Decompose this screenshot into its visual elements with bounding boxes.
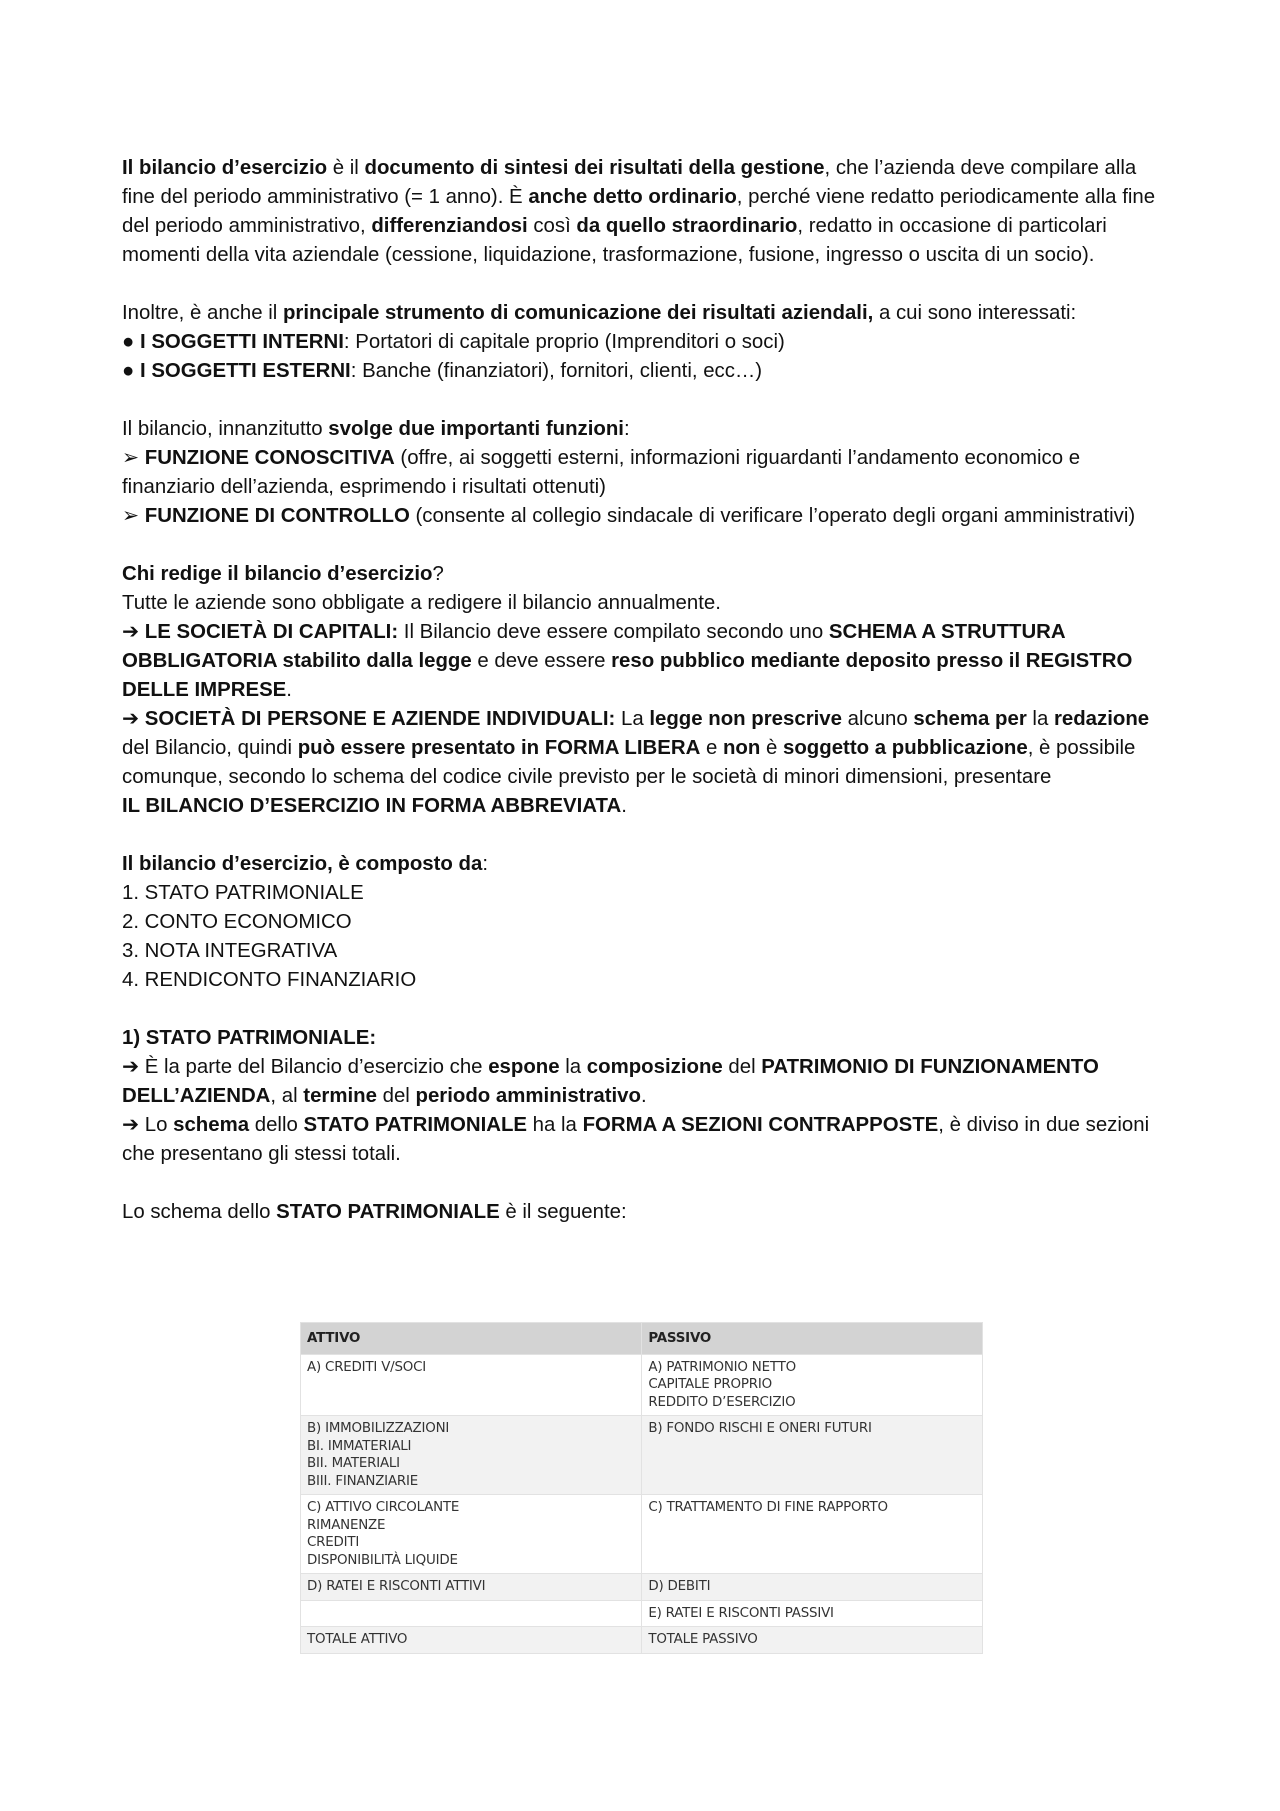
document-body: [122, 154, 1174, 1256]
header-passivo: PASSIVO: [642, 1323, 983, 1355]
partnerships-bold-5: non: [722, 737, 761, 759]
partnerships-label: SOCIETÀ DI PERSONE E AZIENDE INDIVIDUALI:: [144, 708, 616, 730]
stato-text: Lo: [139, 1114, 174, 1136]
who-question-mark: ?: [432, 563, 444, 585]
intro-text-6: , perché viene redatto periodicamente alla fine del periodo amministrativo,: [122, 186, 1156, 237]
table-row: [301, 1600, 983, 1627]
stato-bold: FORMA A SEZIONI CONTRAPPOSTE: [582, 1114, 939, 1136]
table-cell-attivo: [301, 1600, 642, 1627]
partnerships-bold-7: IL BILANCIO D’ESERCIZIO IN FORMA ABBREVIATA: [122, 795, 622, 817]
table-cell-attivo: [301, 1354, 642, 1416]
table-row: [301, 1416, 983, 1495]
table-cell-attivo: [301, 1495, 642, 1574]
partnerships-text-5: e: [700, 737, 723, 759]
stato-bold: composizione: [586, 1056, 723, 1078]
stato-patrimoniale-table: [300, 1322, 983, 1654]
cell-line: D) RATEI E RISCONTI ATTIVI: [307, 1579, 486, 1594]
partnerships-text-3: la: [1026, 708, 1054, 730]
table-cell-passivo: [642, 1600, 983, 1627]
arrowhead-icon: ➢: [122, 505, 140, 527]
intro-bold-9: da quello straordinario: [576, 215, 798, 237]
partnerships-text-6: è: [760, 737, 784, 759]
external-subjects-label: I SOGGETTI ESTERNI: [140, 360, 351, 382]
functions-bold-2: svolge due importanti funzioni: [328, 418, 624, 440]
communication-paragraph: [122, 299, 1174, 386]
arrow-icon: ➔: [122, 708, 140, 730]
bullet-icon: ●: [122, 331, 135, 353]
cell-line: RIMANENZE: [307, 1517, 386, 1533]
partnerships-bold-2: schema per: [913, 708, 1027, 730]
partnerships-bold-1: legge non prescrive: [649, 708, 842, 730]
stato-heading: 1) STATO PATRIMONIALE:: [122, 1027, 377, 1049]
capital-bold-2: reso pubblico mediante deposito presso il REGISTRO DELLE IMPRESE: [122, 650, 1133, 701]
capital-text-2: e deve essere: [471, 650, 612, 672]
cell-line: B) IMMOBILIZZAZIONI: [307, 1421, 450, 1436]
capital-bold-1: SCHEMA A STRUTTURA OBBLIGATORIA stabilito dalla legge: [122, 621, 1065, 672]
cell-line: CAPITALE PROPRIO: [648, 1377, 772, 1392]
arrow-icon: ➔: [122, 1056, 140, 1078]
cell-line: [307, 1605, 635, 1623]
composition-list-item: 3. NOTA INTEGRATIVA: [122, 940, 338, 962]
table-row: [301, 1574, 983, 1601]
cell-line: B) FONDO RISCHI E ONERI FUTURI: [648, 1421, 872, 1436]
cell-line: E) RATEI E RISCONTI PASSIVI: [648, 1605, 834, 1621]
table-cell-attivo: [301, 1574, 642, 1601]
function-cognitive-text: (offre, ai soggetti esterni, informazioni riguardanti l’andamento economico e finanziario dell’azienda, esprimendo i risultati ottenuti): [122, 447, 1081, 498]
schema-text-2: è il seguente:: [499, 1201, 627, 1223]
internal-subjects-label: I SOGGETTI INTERNI: [140, 331, 344, 353]
cell-line: A) PATRIMONIO NETTO: [648, 1359, 796, 1375]
schema-bold: STATO PATRIMONIALE: [276, 1201, 500, 1223]
total-attivo-cell: [301, 1627, 642, 1654]
partnerships-bold-3: redazione: [1053, 708, 1150, 730]
table-header-row: [301, 1323, 983, 1355]
table-cell-passivo: [642, 1574, 983, 1601]
intro-bold-3: documento di sintesi dei risultati della gestione: [364, 157, 825, 179]
total-passivo-cell: [642, 1627, 983, 1654]
cell-line: C) TRATTAMENTO DI FINE RAPPORTO: [648, 1500, 888, 1515]
external-subjects-item: [122, 357, 1174, 386]
partnerships-text-8: .: [621, 795, 627, 817]
table-row: [301, 1354, 983, 1416]
composition-list-item: 4. RENDICONTO FINANZIARIO: [122, 969, 417, 991]
external-subjects-text: : Banche (finanziatori), fornitori, clienti, ecc…): [350, 360, 763, 382]
cell-line: A) CREDITI V/SOCI: [307, 1359, 427, 1375]
communication-text-3: a cui sono interessati:: [873, 302, 1077, 324]
cell-line: BI. IMMATERIALI: [307, 1438, 412, 1454]
function-cognitive-label: FUNZIONE CONOSCITIVA: [144, 447, 395, 469]
stato-bold: PATRIMONIO DI FUNZIONAMENTO DELL’AZIENDA: [122, 1056, 1099, 1107]
bullet-icon: ●: [122, 360, 135, 382]
intro-text-10: , redatto in occasione di particolari momenti della vita aziendale (cessione, liquidazione, trasformazione, fusione, ingresso o uscita di un socio).: [122, 215, 1107, 266]
internal-subjects-item: [122, 328, 1174, 357]
table-cell-passivo: [642, 1354, 983, 1416]
arrowhead-icon: ➢: [122, 447, 140, 469]
stato-text: del: [722, 1056, 762, 1078]
functions-text-3: :: [623, 418, 630, 440]
composition-list-item: 1. STATO PATRIMONIALE: [122, 882, 364, 904]
intro-bold-5: anche detto ordinario: [528, 186, 737, 208]
who-line-1: Tutte le aziende sono obbligate a redigere il bilancio annualmente.: [122, 592, 721, 614]
partnerships-item: [122, 705, 1174, 821]
cell-line: TOTALE PASSIVO: [648, 1632, 758, 1647]
table-cell-passivo: [642, 1416, 983, 1495]
internal-subjects-text: : Portatori di capitale proprio (Imprenditori o soci): [343, 331, 785, 353]
cell-line: DISPONIBILITÀ LIQUIDE: [307, 1552, 458, 1568]
composition-paragraph: [122, 850, 1174, 995]
function-control-item: [122, 502, 1174, 531]
partnerships-text-1: La: [615, 708, 650, 730]
function-control-label: FUNZIONE DI CONTROLLO: [144, 505, 410, 527]
partnerships-text-2: alcuno: [841, 708, 914, 730]
cell-line: REDDITO D’ESERCIZIO: [648, 1394, 796, 1410]
composition-heading: Il bilancio d’esercizio, è composto da: [122, 853, 483, 875]
cell-line: D) DEBITI: [648, 1579, 711, 1594]
functions-text-1: Il bilancio, innanzitutto: [122, 418, 329, 440]
stato-text: ha la: [527, 1114, 583, 1136]
arrow-icon: ➔: [122, 621, 140, 643]
stato-bold: periodo amministrativo: [415, 1085, 641, 1107]
stato-bold: espone: [488, 1056, 560, 1078]
intro-text-4: , che l’azienda deve compilare alla fine del periodo amministrativo (= 1 anno). È: [122, 157, 1137, 208]
cell-line: C) ATTIVO CIRCOLANTE: [307, 1500, 460, 1515]
capital-text-3: .: [286, 679, 292, 701]
intro-paragraph: [122, 154, 1174, 270]
table-cell-passivo: [642, 1495, 983, 1574]
communication-text-1: Inoltre, è anche il: [122, 302, 283, 324]
intro-text-2: è il: [327, 157, 365, 179]
composition-heading-colon: :: [482, 853, 488, 875]
cell-line: BII. MATERIALI: [307, 1456, 400, 1471]
stato-paragraph: [122, 1024, 1174, 1169]
functions-paragraph: [122, 415, 1174, 531]
cell-line: BIII. FINANZIARIE: [307, 1473, 418, 1489]
arrow-icon: ➔: [122, 1114, 140, 1136]
stato-text: del: [376, 1085, 416, 1107]
stato-text: .: [640, 1085, 647, 1107]
stato-text: , è diviso in due sezioni che presentano gli stessi totali.: [122, 1114, 1150, 1165]
communication-bold-2: principale strumento di comunicazione dei risultati aziendali,: [282, 302, 874, 324]
stato-text: dello: [249, 1114, 304, 1136]
intro-text-8: così: [527, 215, 577, 237]
cell-line: TOTALE ATTIVO: [307, 1632, 408, 1647]
function-control-text: (consente al collegio sindacale di verificare l’operato degli organi amministrativi): [409, 505, 1136, 527]
table-row: [301, 1495, 983, 1574]
who-paragraph: [122, 560, 1174, 821]
capital-text-1: Il Bilancio deve essere compilato secondo uno: [398, 621, 829, 643]
table-cell-attivo: [301, 1416, 642, 1495]
stato-bold: termine: [303, 1085, 377, 1107]
intro-bold-1: Il bilancio d’esercizio: [122, 157, 328, 179]
stato-point-1: [122, 1053, 1174, 1111]
schema-paragraph: [122, 1198, 1174, 1227]
header-attivo: ATTIVO: [301, 1323, 642, 1355]
function-cognitive-item: [122, 444, 1174, 502]
partnerships-text-7: , è possibile comunque, secondo lo schema del codice civile previsto per le società di minori dimensioni, presentare: [122, 737, 1136, 788]
stato-point-2: [122, 1111, 1174, 1169]
partnerships-bold-6: soggetto a pubblicazione: [783, 737, 1028, 759]
who-question: Chi redige il bilancio d’esercizio: [122, 563, 433, 585]
table-total-row: [301, 1627, 983, 1654]
stato-bold: STATO PATRIMONIALE: [303, 1114, 528, 1136]
composition-list-item: 2. CONTO ECONOMICO: [122, 911, 352, 933]
schema-text-1: Lo schema dello: [122, 1201, 277, 1223]
stato-text: È la parte del Bilancio d’esercizio che: [139, 1056, 489, 1078]
stato-bold: schema: [173, 1114, 250, 1136]
partnerships-bold-4: può essere presentato in FORMA LIBERA: [297, 737, 701, 759]
intro-bold-7: differenziandosi: [371, 215, 528, 237]
stato-text: , al: [270, 1085, 304, 1107]
capital-companies-label: LE SOCIETÀ DI CAPITALI:: [144, 621, 399, 643]
cell-line: CREDITI: [307, 1535, 360, 1550]
partnerships-text-4: del Bilancio, quindi: [122, 737, 298, 759]
capital-companies-item: [122, 618, 1174, 705]
stato-text: la: [559, 1056, 587, 1078]
